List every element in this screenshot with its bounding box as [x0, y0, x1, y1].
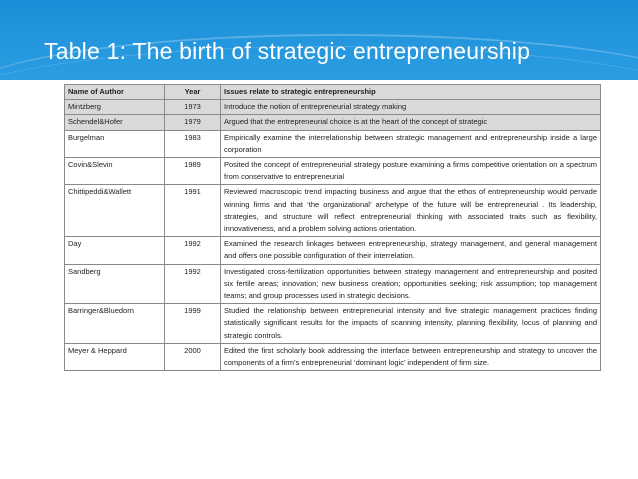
table-row — [65, 304, 601, 344]
table-header-row — [65, 85, 601, 100]
table-row — [65, 100, 601, 115]
header-issues: Issues relate to strategic entrepreneurship — [221, 85, 601, 100]
author-cell: Burgelman — [65, 130, 165, 157]
slide-title: Table 1: The birth of strategic entrepreneurship — [44, 38, 531, 64]
year-cell: 1991 — [165, 185, 221, 237]
year-cell: 1973 — [165, 100, 221, 115]
issue-cell: Argued that the entrepreneurial choice is at the heart of the concept of strategic — [221, 115, 601, 130]
issue-cell: Empirically examine the interrelationship between strategic management and entrepreneurship inside a large corporation — [221, 130, 601, 157]
year-cell: 1989 — [165, 158, 221, 185]
table-container — [64, 84, 600, 371]
issue-cell: Reviewed macroscopic trend impacting business and argue that the ethos of entrepreneurship would pervade winning firms and that ‘the organizational’ archetype of the future will be entrepreneurial . Its leadership, strategies, and structure will reflect entrepreneurial thinking with associated traits such as flexibility, innovativeness, and a problem solving actions orientation. — [221, 185, 601, 237]
author-cell: Schendel&Hofer — [65, 115, 165, 130]
issue-cell: Edited the first scholarly book addressing the interface between entrepreneurship and strategy to uncover the components of a firm’s entrepreneurial ‘dominant logic’ independent of firm size. — [221, 343, 601, 370]
issue-cell: Posited the concept of entrepreneurial strategy posture examining a firms competitive orientation on a spectrum from conservative to entrepreneurial — [221, 158, 601, 185]
year-cell: 1992 — [165, 264, 221, 304]
table-row — [65, 237, 601, 264]
year-cell: 1979 — [165, 115, 221, 130]
table-row — [65, 343, 601, 370]
table-row — [65, 130, 601, 157]
issue-cell: Investigated cross-fertilization opportunities between strategy management and entrepreneurship and posited six fertile areas; innovation; new business creation; opportunities seeking; risk assumption; top management teams; and group processes used in strategic decisions. — [221, 264, 601, 304]
table-row — [65, 115, 601, 130]
entrepreneurship-table — [64, 84, 601, 371]
author-cell: Day — [65, 237, 165, 264]
issue-cell: Introduce the notion of entrepreneurial strategy making — [221, 100, 601, 115]
table-row — [65, 264, 601, 304]
table-row — [65, 158, 601, 185]
author-cell: Chittipeddi&Wallett — [65, 185, 165, 237]
header-year: Year — [165, 85, 221, 100]
issue-cell: Studied the relationship between entrepreneurial intensity and five strategic management practices finding statistically significant results for the impacts of scanning intensity, planning flexibility, locus of planning and strategic controls. — [221, 304, 601, 344]
author-cell: Barringer&Bluedorn — [65, 304, 165, 344]
table-row — [65, 185, 601, 237]
author-cell: Sandberg — [65, 264, 165, 304]
year-cell: 1992 — [165, 237, 221, 264]
author-cell: Covin&Slevin — [65, 158, 165, 185]
year-cell: 1999 — [165, 304, 221, 344]
header-author: Name of Author — [65, 85, 165, 100]
year-cell: 1983 — [165, 130, 221, 157]
author-cell: Mintzberg — [65, 100, 165, 115]
issue-cell: Examined the research linkages between entrepreneurship, strategy management, and general management and offers one possible configuration of their interrelation. — [221, 237, 601, 264]
year-cell: 2000 — [165, 343, 221, 370]
author-cell: Meyer & Heppard — [65, 343, 165, 370]
